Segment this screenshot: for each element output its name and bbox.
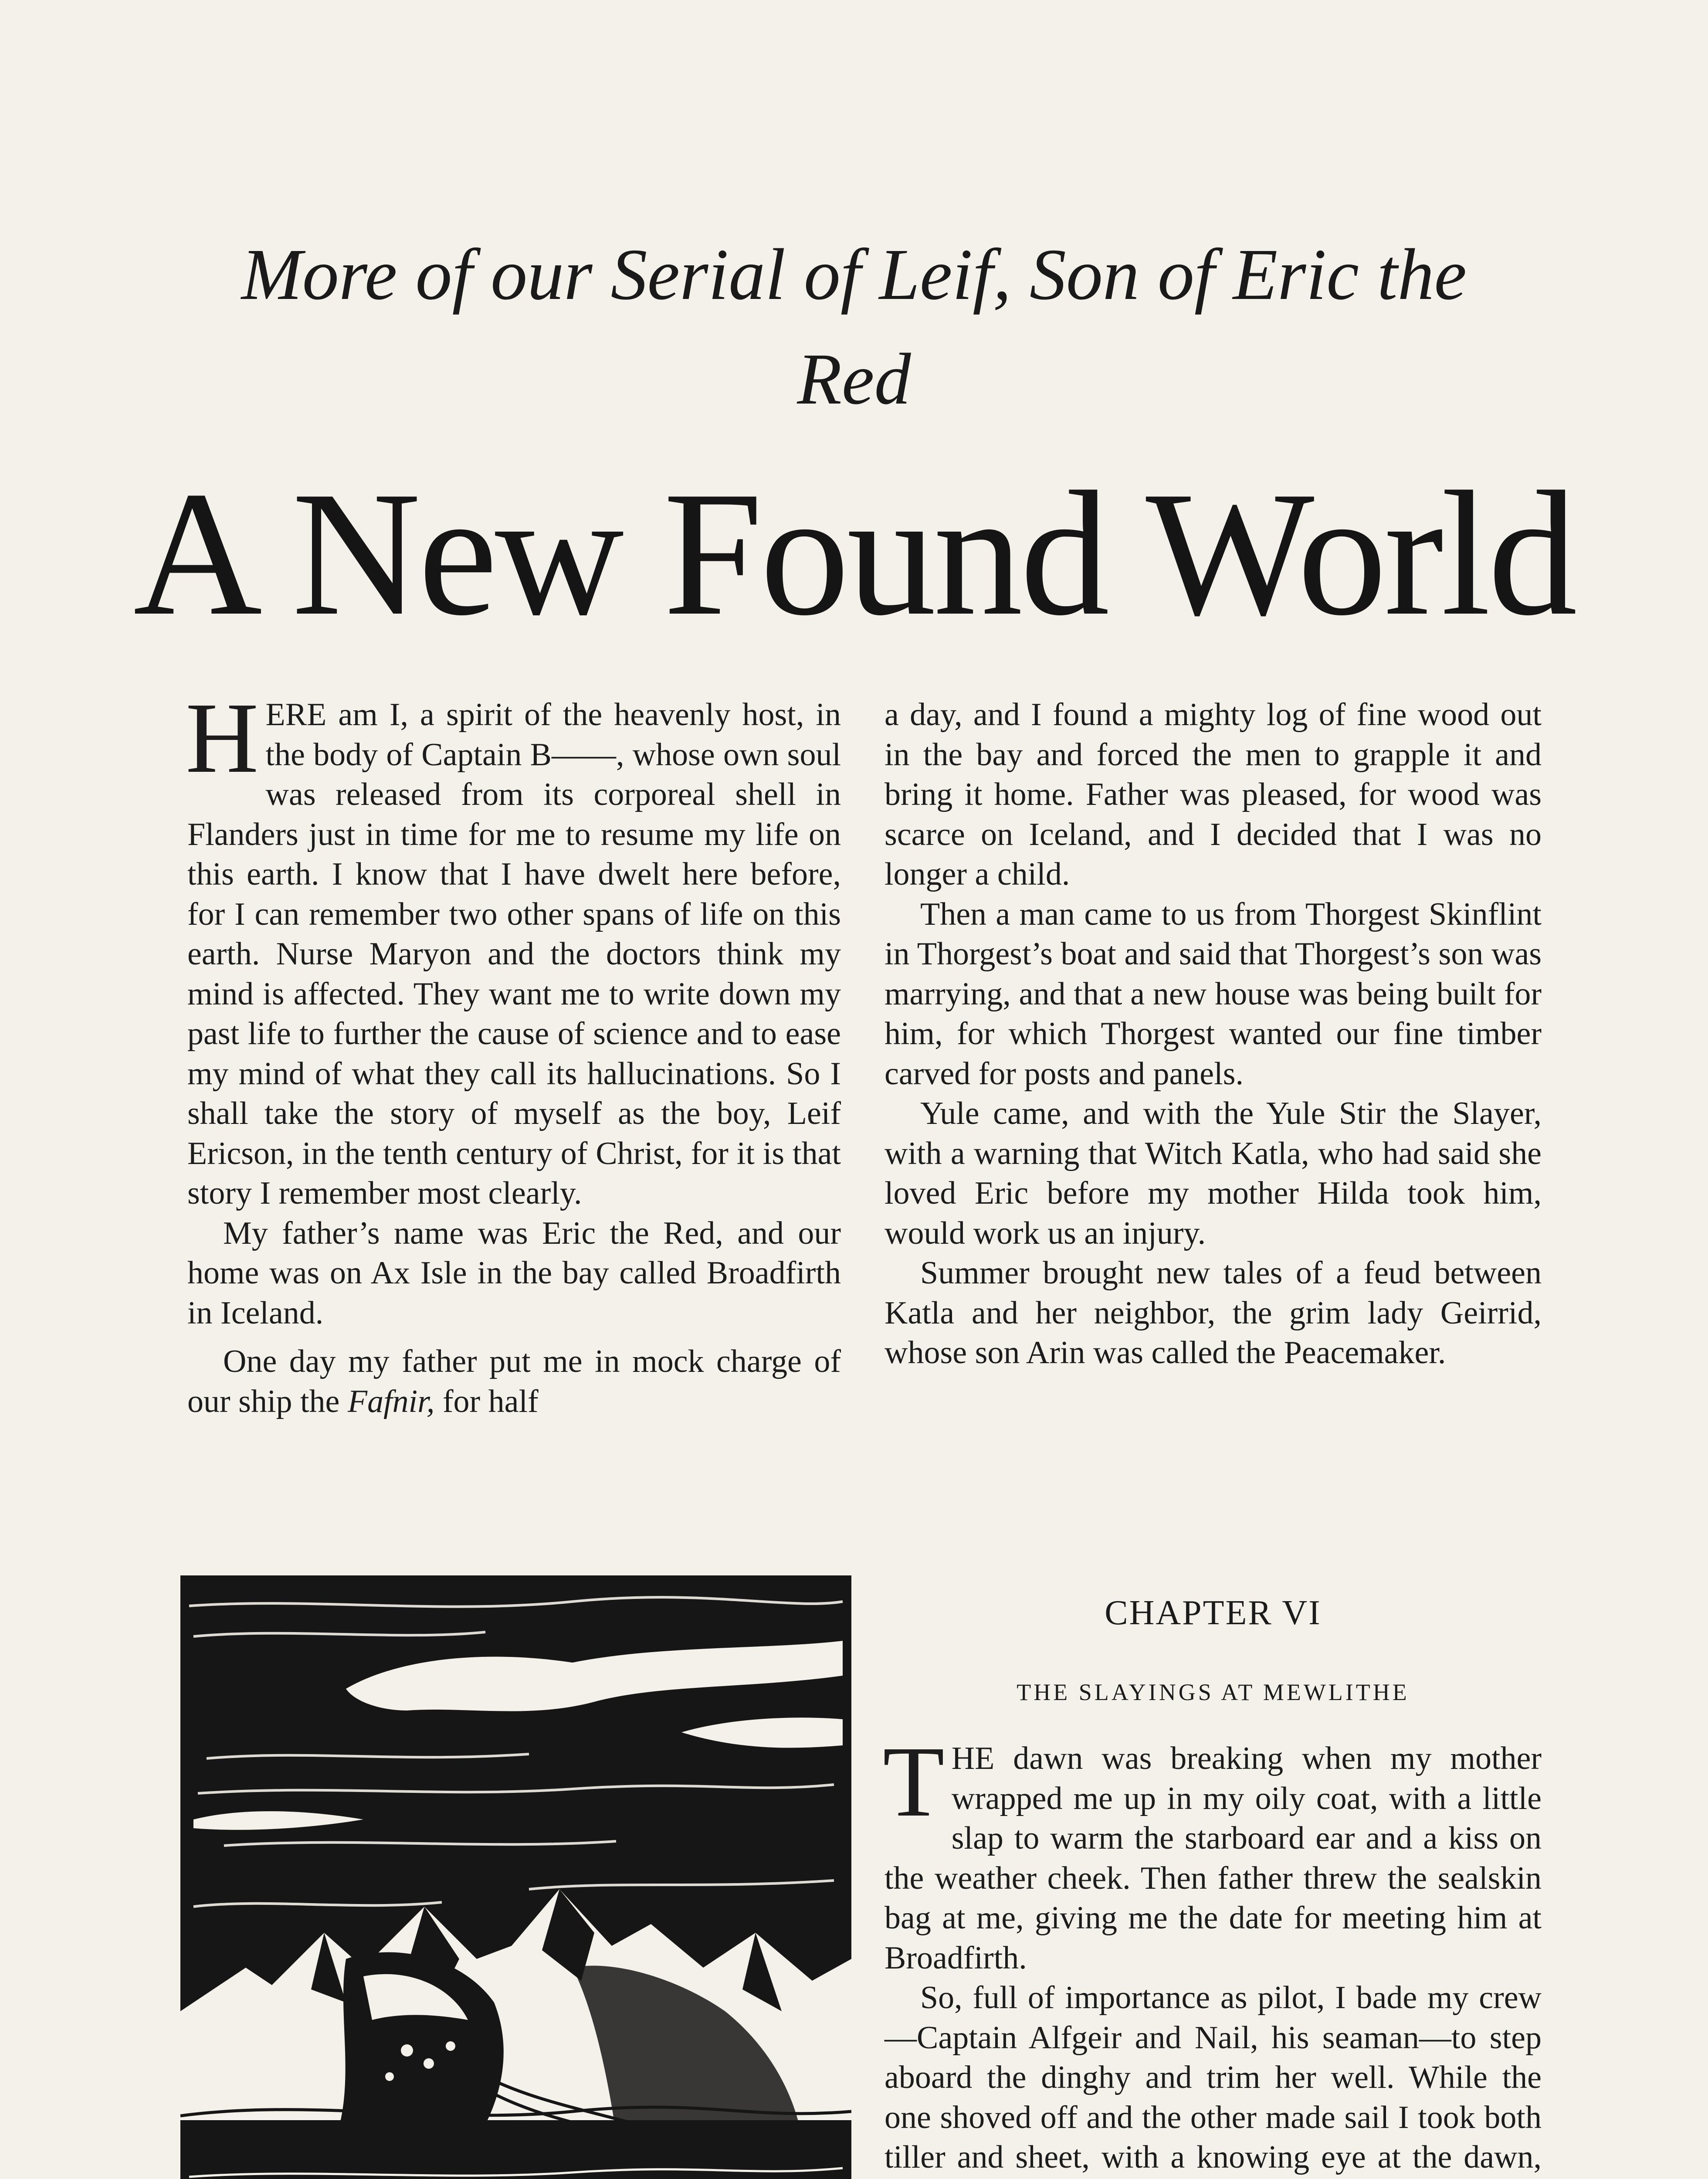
paragraph xyxy=(186,682,841,1214)
paragraph: Then a man came to us from Thorgest Skinflint in Thorgest’s boat and said that Thorgest’s son was marrying, and that a new house was being built for him, for which Thorgest wanted our fine timber carved for posts and panels. xyxy=(884,896,1542,1092)
paragraph xyxy=(883,1726,1542,1978)
left-column xyxy=(186,682,841,1422)
chapter-heading: CHAPTER VI xyxy=(1105,1594,1322,1632)
paragraph: Summer brought new tales of a feud between Katla and her neighbor, the grim lady Geirrid, whose son Arin was called the Peacemaker. xyxy=(884,1255,1542,1371)
serial-title-line-2: Red xyxy=(797,339,911,420)
paragraph-text: for half xyxy=(434,1383,539,1419)
paragraph xyxy=(187,1342,841,1422)
paragraph: a day, and I found a mighty log of fine wood out in the bay and forced the men to grapple it and bring it home. Father was pleased, for wood was scarce on Iceland, and I decided that I was no longer a child. xyxy=(884,697,1542,892)
paragraph-text: One day my father put me in mock charge of our ship the xyxy=(187,1344,841,1419)
paragraph: My father’s name was Eric the Red, and our home was on Ax Isle in the bay called Broadfirth in Iceland. xyxy=(187,1215,841,1331)
ship-name: Fafnir, xyxy=(347,1383,435,1419)
drop-cap: T xyxy=(883,1726,945,1838)
small-caps-lead: HE xyxy=(951,1741,995,1776)
paragraph: So, full of importance as pilot, I bade my crew—Captain Alfgeir and Nail, his seaman—to step aboard the dinghy and trim her well. While the one shoved off and the other made sail I took both tiller and sheet, with a knowing eye at the dawn, xyxy=(884,1980,1542,2175)
drop-cap: H xyxy=(186,682,259,794)
chapter-subtitle: THE SLAYINGS AT MEWLITHE xyxy=(1017,1679,1410,1705)
paragraph: Yule came, and with the Yule Stir the Slayer, with a warning that Witch Katla, who had said she loved Eric before my mother Hilda took him, would work us an injury. xyxy=(884,1096,1542,1251)
paragraph-text: am I, a spirit of the heavenly host, in the body of Captain B——, whose own soul was released from its corporeal shell in Flanders just in time for me to resume my life on this earth. I know that I have dwelt here before, for I can remember two other spans of life on this earth. Nurse Maryon and the doctors think my mind is affected. They want me to write down my past life to further the cause of science and to ease my mind of what they call its hallucinations. So I shall take the story of myself as the boy, Leif Ericson, in the tenth century of Christ, for it is that story I remember most clearly. xyxy=(187,697,841,1211)
paragraph-text: dawn was breaking when my mother wrapped me up in my oily coat, with a little slap to warm the starboard ear and a kiss on the weather cheek. Then father threw the sealskin bag at me, giving me the date for meeting him at Broadfirth. xyxy=(884,1741,1542,1976)
page-title: A New Found World xyxy=(133,455,1575,652)
small-caps-lead: ERE xyxy=(265,697,327,733)
right-column-bottom xyxy=(883,1726,1542,2179)
serial-title xyxy=(0,222,1708,431)
right-column-top xyxy=(884,695,1542,1373)
woodcut-illustration xyxy=(180,1575,851,2179)
serial-title-line-1: More of our Serial of Leif, Son of Eric the xyxy=(241,234,1467,315)
